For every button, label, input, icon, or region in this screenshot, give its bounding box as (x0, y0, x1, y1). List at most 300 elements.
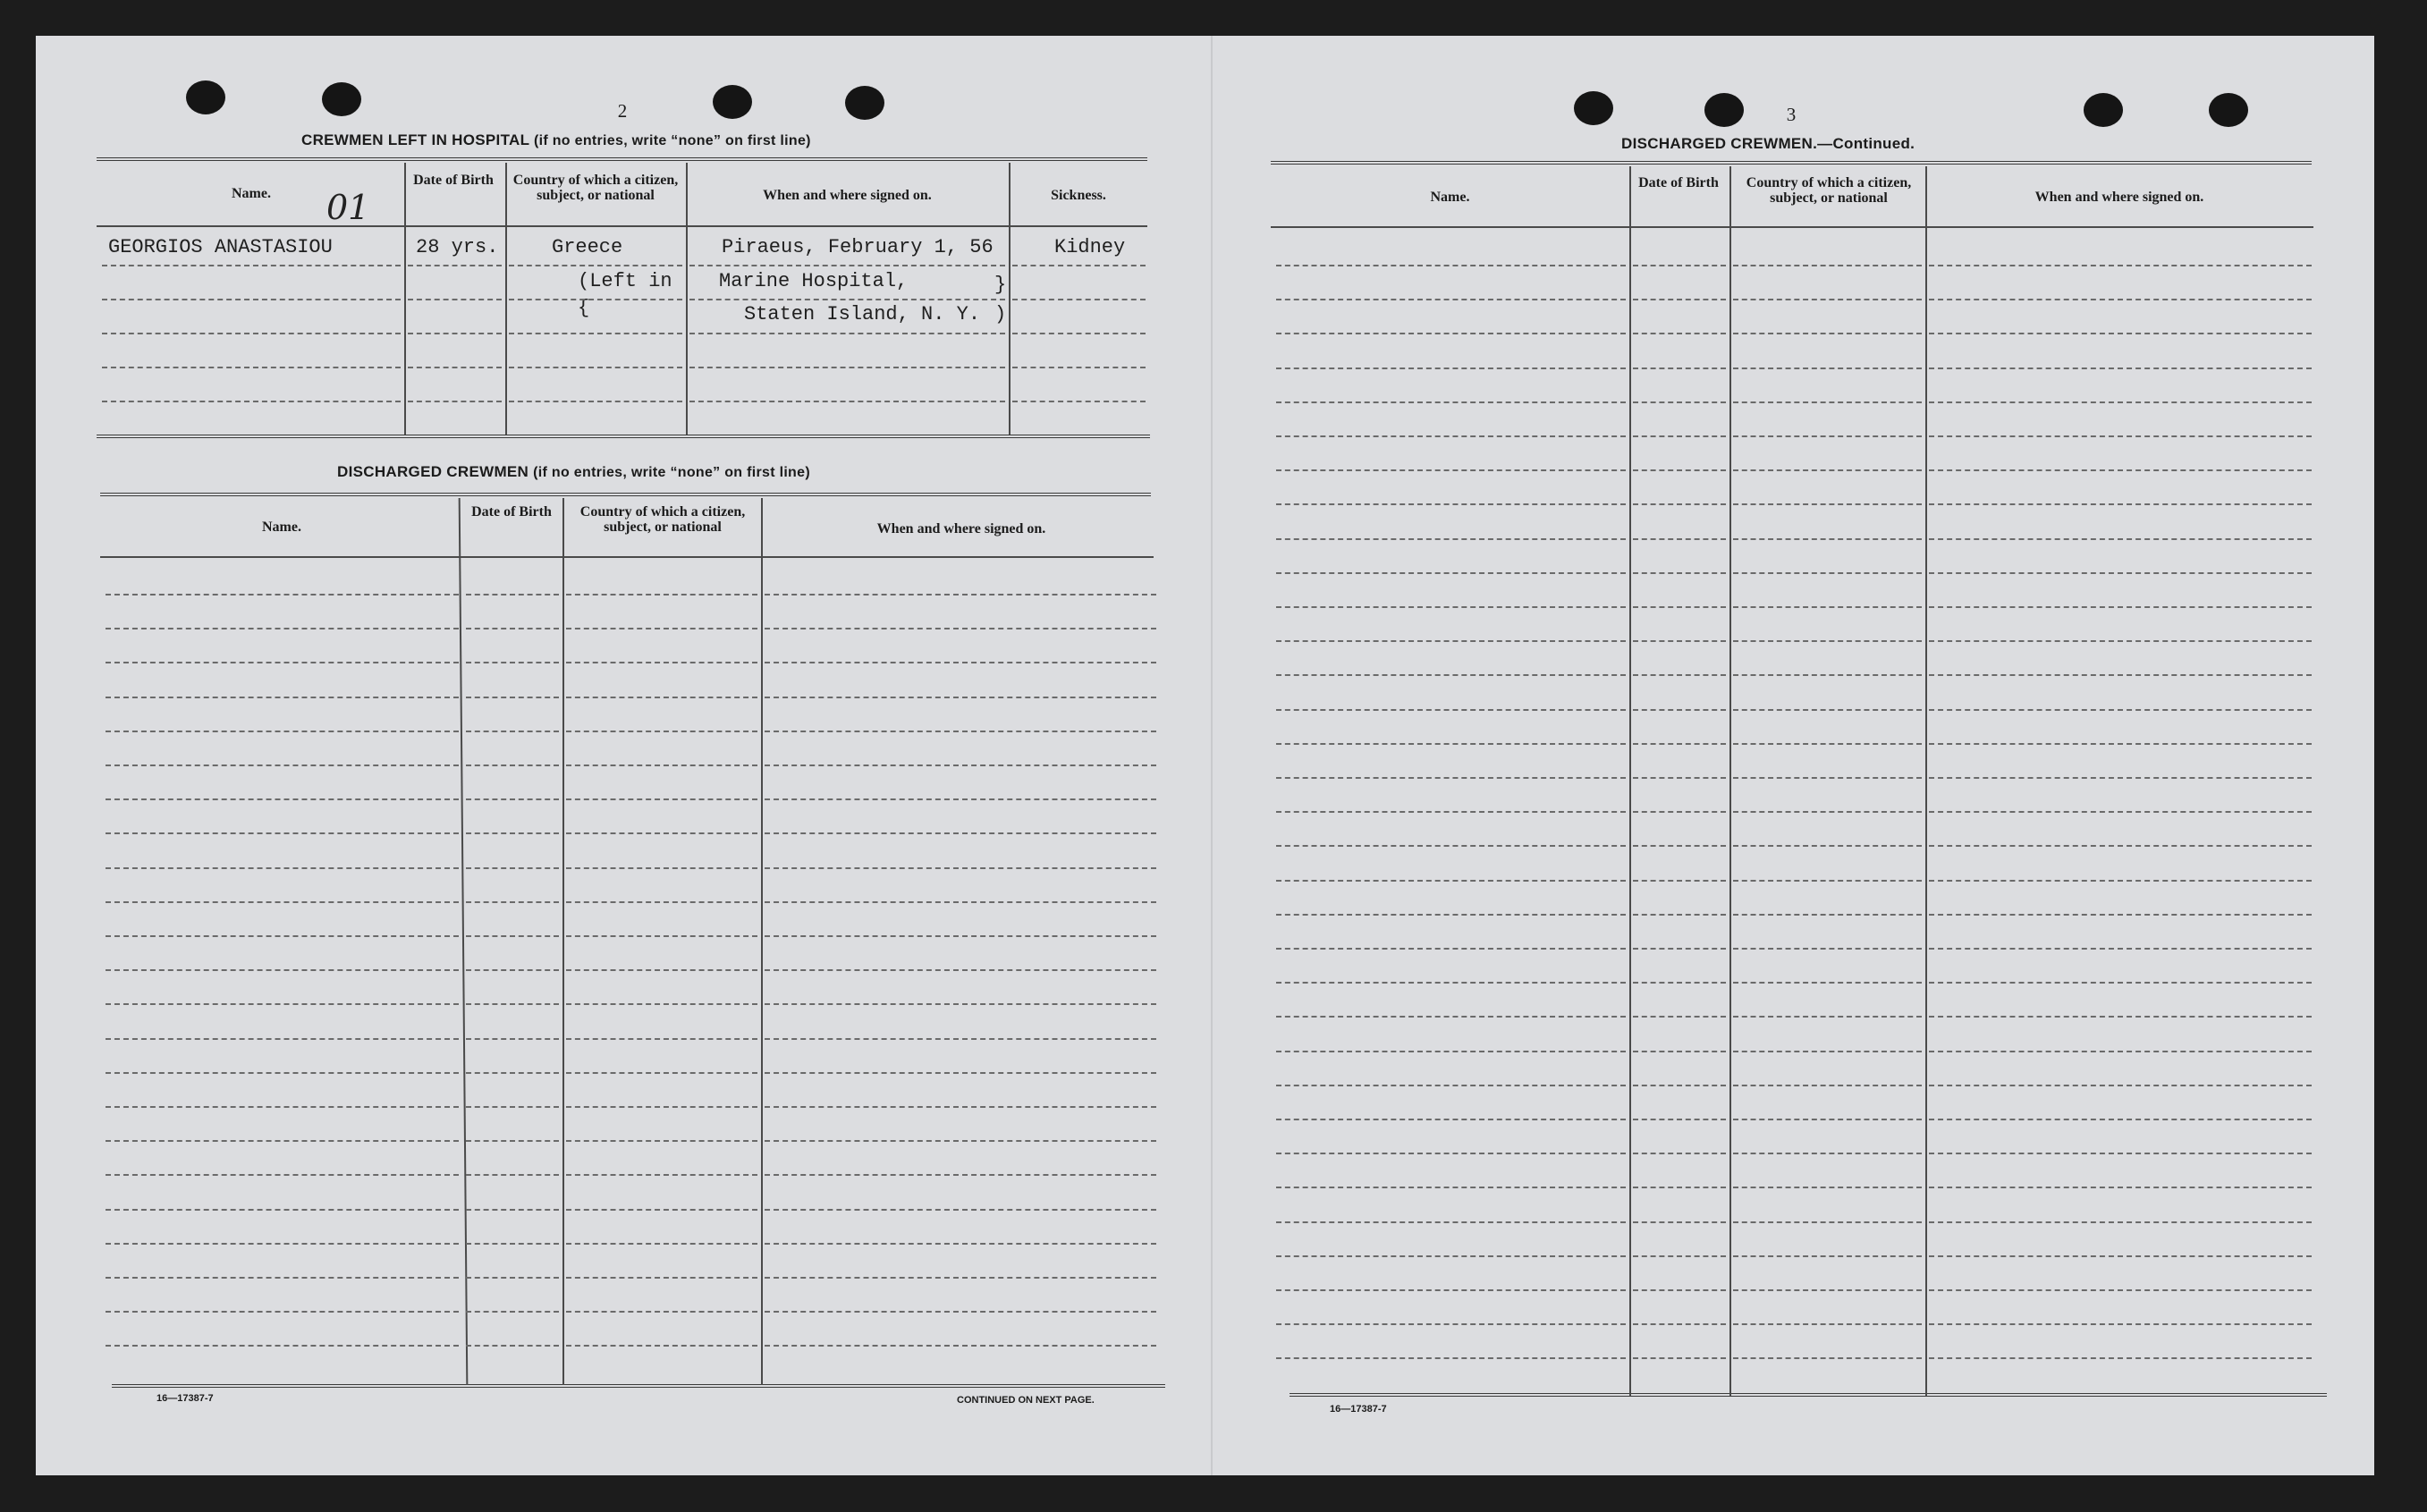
ruled-line (1733, 948, 1922, 950)
ruled-line (765, 867, 1156, 869)
ruled-line (1929, 367, 2312, 369)
ruled-line (1929, 709, 2312, 711)
ruled-line (509, 299, 682, 300)
ruled-line (765, 1003, 1156, 1005)
ruled-line (1929, 948, 2312, 950)
ruled-line (566, 731, 757, 732)
ruled-line (566, 1174, 757, 1176)
ruled-line (466, 1106, 559, 1108)
ruled-line (1633, 982, 1726, 984)
punch-hole (322, 82, 361, 116)
ruled-line (106, 1277, 459, 1279)
ruled-line (1929, 640, 2312, 642)
ruled-line (1733, 503, 1922, 505)
hospital-col-sickness: Sickness. (1051, 188, 1106, 203)
ruled-line (1929, 1289, 2312, 1291)
ruled-line (566, 764, 757, 766)
entry-signed-location: Staten Island, N. Y. (744, 303, 981, 325)
entry-name: GEORGIOS ANASTASIOU (108, 236, 333, 258)
ruled-line (765, 662, 1156, 663)
ruled-line (1633, 333, 1726, 334)
ruled-line (106, 1140, 459, 1142)
entry-signed-brace: ) (994, 303, 1007, 325)
ruled-line (408, 367, 502, 368)
ruled-line (689, 367, 1005, 368)
ruled-line (765, 1174, 1156, 1176)
ruled-line (1733, 367, 1922, 369)
discharged-header-rule (100, 556, 1154, 558)
ruled-line (765, 1072, 1156, 1074)
ruled-line (1929, 845, 2312, 847)
ruled-line (466, 1243, 559, 1245)
ruled-line (1929, 1357, 2312, 1359)
ruled-line (1929, 743, 2312, 745)
ruled-line (1929, 982, 2312, 984)
ruled-line (1733, 401, 1922, 403)
hospital-header-rule (97, 225, 1147, 227)
hospital-col-dob: Date of Birth (413, 173, 494, 188)
ruled-line (408, 299, 502, 300)
ruled-line (106, 594, 459, 596)
ruled-line (1733, 1289, 1922, 1291)
ruled-line (509, 401, 682, 402)
entry-country-note: (Left in (578, 270, 672, 292)
ruled-line (1276, 572, 1626, 574)
ruled-line (566, 1106, 757, 1108)
ruled-line (1733, 674, 1922, 676)
document-sheet (36, 36, 2374, 1475)
ruled-line (1733, 435, 1922, 437)
ruled-line (1733, 606, 1922, 608)
right-section-title: DISCHARGED CREWMEN.—Continued. (1621, 135, 1915, 152)
discharged-col-signed: When and where signed on. (876, 521, 1046, 536)
ruled-line (689, 401, 1005, 402)
discharged-top-rule (100, 493, 1151, 498)
ruled-line (466, 832, 559, 834)
ruled-line (566, 1003, 757, 1005)
entry-signed-brace: } (994, 274, 1007, 296)
ruled-line (1633, 1323, 1726, 1325)
ruled-line (1633, 709, 1726, 711)
ruled-line (1733, 1255, 1922, 1257)
ruled-line (1733, 469, 1922, 471)
ruled-line (1733, 777, 1922, 779)
ruled-line (765, 969, 1156, 971)
ruled-line (102, 265, 401, 266)
ruled-line (765, 901, 1156, 903)
ruled-line (466, 1140, 559, 1142)
ruled-line (1276, 982, 1626, 984)
entry-signed-on: Piraeus, February 1, 56 (722, 236, 994, 258)
ruled-line (1633, 1085, 1726, 1086)
ruled-line (566, 901, 757, 903)
ruled-line (1733, 333, 1922, 334)
ruled-line (566, 628, 757, 629)
ruled-line (408, 333, 502, 334)
ruled-line (1633, 1221, 1726, 1223)
ruled-line (1276, 1051, 1626, 1052)
ruled-line (765, 832, 1156, 834)
discharged-col-name: Name. (262, 519, 301, 535)
hospital-col-name: Name. (232, 186, 271, 201)
ruled-line (106, 697, 459, 698)
ruled-line (1276, 709, 1626, 711)
ruled-line (466, 901, 559, 903)
ruled-line (689, 265, 1005, 266)
ruled-line (102, 333, 401, 334)
right-col-dob: Date of Birth (1638, 175, 1719, 190)
ruled-line (1633, 914, 1726, 916)
ruled-line (509, 265, 682, 266)
ruled-line (466, 662, 559, 663)
ruled-line (466, 731, 559, 732)
ruled-line (566, 935, 757, 937)
ruled-line (566, 1345, 757, 1347)
ruled-line (1276, 1323, 1626, 1325)
ruled-line (1929, 811, 2312, 813)
ruled-line (765, 594, 1156, 596)
ruled-line (1633, 1187, 1726, 1188)
ruled-line (1276, 880, 1626, 882)
right-bottom-rule (1290, 1393, 2327, 1398)
ruled-line (106, 1311, 459, 1313)
discharged-bottom-rule (112, 1384, 1165, 1390)
ruled-line (106, 969, 459, 971)
hospital-title-text: CREWMEN LEFT IN HOSPITAL (301, 131, 529, 148)
ruled-line (1929, 538, 2312, 540)
right-col-name: Name. (1430, 190, 1470, 205)
ruled-line (566, 969, 757, 971)
ruled-line (106, 901, 459, 903)
right-col-signed: When and where signed on. (2034, 190, 2204, 205)
ruled-line (765, 935, 1156, 937)
ruled-line (106, 764, 459, 766)
ruled-line (1276, 1085, 1626, 1086)
ruled-line (466, 628, 559, 629)
ruled-line (1276, 914, 1626, 916)
ruled-line (1633, 401, 1726, 403)
ruled-line (566, 1209, 757, 1211)
ruled-line (1012, 401, 1146, 402)
ruled-line (1929, 674, 2312, 676)
ruled-line (566, 662, 757, 663)
ruled-line (1733, 538, 1922, 540)
ruled-line (1633, 1119, 1726, 1120)
right-col-divider (1629, 166, 1631, 1396)
page-fold (1211, 36, 1213, 1475)
hospital-section-title (301, 131, 811, 149)
ruled-line (566, 697, 757, 698)
ruled-line (765, 798, 1156, 800)
form-number-left: 16—17387-7 (156, 1393, 214, 1404)
hospital-col-divider (1009, 163, 1011, 435)
ruled-line (106, 628, 459, 629)
ruled-line (1929, 572, 2312, 574)
ruled-line (765, 1243, 1156, 1245)
hospital-title-instruction: (if no entries, write “none” on first line) (533, 133, 811, 148)
ruled-line (1633, 811, 1726, 813)
punch-hole (845, 86, 884, 120)
ruled-line (1633, 367, 1726, 369)
ruled-line (1929, 265, 2312, 266)
hospital-col-divider (404, 163, 406, 435)
ruled-line (466, 1003, 559, 1005)
ruled-line (466, 1072, 559, 1074)
ruled-line (1633, 469, 1726, 471)
ruled-line (106, 1106, 459, 1108)
ruled-line (1633, 1357, 1726, 1359)
ruled-line (466, 1174, 559, 1176)
ruled-line (1276, 640, 1626, 642)
ruled-line (1633, 1255, 1726, 1257)
ruled-line (1633, 948, 1726, 950)
ruled-line (1929, 401, 2312, 403)
punch-hole (713, 85, 752, 119)
ruled-line (1276, 1289, 1626, 1291)
ruled-line (106, 867, 459, 869)
ruled-line (1733, 265, 1922, 266)
ruled-line (1929, 1323, 2312, 1325)
ruled-line (102, 299, 401, 300)
entry-country-brace: { (578, 297, 590, 319)
ruled-line (1929, 1085, 2312, 1086)
ruled-line (106, 731, 459, 732)
ruled-line (765, 764, 1156, 766)
ruled-line (566, 1243, 757, 1245)
ruled-line (1929, 469, 2312, 471)
ruled-line (466, 969, 559, 971)
ruled-line (1276, 777, 1626, 779)
ruled-line (1276, 538, 1626, 540)
punch-hole (1704, 93, 1744, 127)
ruled-line (765, 1209, 1156, 1211)
form-number-right: 16—17387-7 (1330, 1404, 1387, 1415)
ruled-line (566, 1311, 757, 1313)
hospital-col-signed: When and where signed on. (763, 188, 932, 203)
ruled-line (1276, 1357, 1626, 1359)
ruled-line (566, 1140, 757, 1142)
ruled-line (106, 1345, 459, 1347)
ruled-line (1276, 743, 1626, 745)
ruled-line (1276, 333, 1626, 334)
ruled-line (1929, 880, 2312, 882)
ruled-line (106, 1243, 459, 1245)
ruled-line (1929, 299, 2312, 300)
hospital-top-rule (97, 157, 1147, 163)
hospital-bottom-rule (97, 435, 1150, 440)
ruled-line (566, 594, 757, 596)
right-col-divider (1729, 166, 1731, 1396)
right-header-rule (1271, 226, 2313, 228)
ruled-line (102, 401, 401, 402)
ruled-line (1733, 1187, 1922, 1188)
ruled-line (466, 1345, 559, 1347)
ruled-line (466, 594, 559, 596)
ruled-line (466, 1038, 559, 1040)
ruled-line (1733, 880, 1922, 882)
ruled-line (1276, 1153, 1626, 1154)
ruled-line (1633, 640, 1726, 642)
ruled-line (106, 662, 459, 663)
ruled-line (1733, 1085, 1922, 1086)
ruled-line (566, 1072, 757, 1074)
ruled-line (765, 1277, 1156, 1279)
ruled-line (1012, 367, 1146, 368)
right-col-country: Country of which a citizen, subject, or national (1746, 175, 1912, 206)
ruled-line (1633, 538, 1726, 540)
ruled-line (566, 1277, 757, 1279)
page-number-left: 2 (617, 100, 628, 122)
ruled-line (1733, 845, 1922, 847)
ruled-line (1633, 1016, 1726, 1018)
right-col-divider (1925, 166, 1927, 1396)
ruled-line (106, 798, 459, 800)
ruled-line (1929, 606, 2312, 608)
ruled-line (1733, 1357, 1922, 1359)
ruled-line (765, 1140, 1156, 1142)
ruled-line (1929, 1153, 2312, 1154)
ruled-line (765, 1311, 1156, 1313)
ruled-line (1733, 640, 1922, 642)
ruled-line (1733, 982, 1922, 984)
ruled-line (1633, 265, 1726, 266)
ruled-line (566, 832, 757, 834)
ruled-line (509, 333, 682, 334)
ruled-line (102, 367, 401, 368)
ruled-line (1276, 1016, 1626, 1018)
ruled-line (1929, 1255, 2312, 1257)
discharged-title-text: DISCHARGED CREWMEN (337, 463, 529, 480)
ruled-line (1929, 1016, 2312, 1018)
ruled-line (1733, 1119, 1922, 1120)
ruled-line (1733, 811, 1922, 813)
ruled-line (1633, 674, 1726, 676)
punch-hole (2209, 93, 2248, 127)
ruled-line (1276, 1119, 1626, 1120)
ruled-line (1733, 1051, 1922, 1052)
ruled-line (106, 1038, 459, 1040)
entry-country: Greece (552, 236, 623, 258)
ruled-line (408, 401, 502, 402)
ruled-line (106, 1174, 459, 1176)
ruled-line (1276, 811, 1626, 813)
ruled-line (1633, 606, 1726, 608)
ruled-line (689, 299, 1005, 300)
ruled-line (1733, 1323, 1922, 1325)
ruled-line (466, 697, 559, 698)
ruled-line (1733, 914, 1922, 916)
hospital-col-country: Country of which a citizen, subject, or national (512, 173, 679, 203)
ruled-line (1276, 606, 1626, 608)
ruled-line (566, 867, 757, 869)
ruled-line (466, 1311, 559, 1313)
hospital-col-divider (505, 163, 507, 435)
discharged-title-instruction: (if no entries, write “none” on first line) (533, 465, 810, 480)
ruled-line (689, 333, 1005, 334)
ruled-line (1012, 299, 1146, 300)
page-number-right: 3 (1786, 104, 1797, 125)
ruled-line (1733, 1016, 1922, 1018)
ruled-line (1276, 503, 1626, 505)
ruled-line (1929, 435, 2312, 437)
ruled-line (106, 832, 459, 834)
ruled-line (466, 764, 559, 766)
ruled-line (1733, 299, 1922, 300)
ruled-line (1733, 743, 1922, 745)
ruled-line (1012, 333, 1146, 334)
ruled-line (765, 1345, 1156, 1347)
ruled-line (509, 367, 682, 368)
ruled-line (1633, 503, 1726, 505)
ruled-line (1929, 1221, 2312, 1223)
ruled-line (1929, 503, 2312, 505)
ruled-line (466, 935, 559, 937)
ruled-line (1012, 265, 1146, 266)
ruled-line (1276, 674, 1626, 676)
discharged-section-title (337, 463, 810, 481)
ruled-line (1276, 265, 1626, 266)
discharged-col-divider (562, 498, 564, 1385)
ruled-line (408, 265, 502, 266)
ruled-line (1733, 572, 1922, 574)
ruled-line (466, 1209, 559, 1211)
ruled-line (1633, 1289, 1726, 1291)
punch-hole (1574, 91, 1613, 125)
ruled-line (765, 1106, 1156, 1108)
ruled-line (1276, 367, 1626, 369)
ruled-line (765, 697, 1156, 698)
ruled-line (566, 1038, 757, 1040)
ruled-line (1929, 1051, 2312, 1052)
ruled-line (1276, 435, 1626, 437)
ruled-line (1276, 948, 1626, 950)
ruled-line (765, 1038, 1156, 1040)
ruled-line (1733, 1221, 1922, 1223)
ruled-line (106, 935, 459, 937)
entry-sickness: Kidney (1054, 236, 1126, 258)
ruled-line (1633, 435, 1726, 437)
hospital-col-divider (686, 163, 688, 435)
ruled-line (1276, 299, 1626, 300)
ruled-line (1633, 845, 1726, 847)
ruled-line (1276, 1221, 1626, 1223)
ruled-line (1929, 333, 2312, 334)
ruled-line (1929, 1187, 2312, 1188)
ruled-line (1733, 709, 1922, 711)
ruled-line (1929, 914, 2312, 916)
ruled-line (1276, 469, 1626, 471)
ruled-line (765, 731, 1156, 732)
continued-note: CONTINUED ON NEXT PAGE. (957, 1395, 1095, 1406)
ruled-line (1276, 845, 1626, 847)
ruled-line (466, 1277, 559, 1279)
ruled-line (1276, 1187, 1626, 1188)
ruled-line (1633, 1153, 1726, 1154)
ruled-line (765, 628, 1156, 629)
handwritten-mark: 01 (326, 188, 370, 227)
ruled-line (466, 867, 559, 869)
ruled-line (1633, 572, 1726, 574)
ruled-line (466, 798, 559, 800)
discharged-col-country: Country of which a citizen, subject, or national (579, 504, 746, 535)
ruled-line (1929, 777, 2312, 779)
entry-signed-hospital: Marine Hospital, (719, 270, 909, 292)
ruled-line (106, 1209, 459, 1211)
ruled-line (1276, 401, 1626, 403)
discharged-col-divider (761, 498, 763, 1385)
ruled-line (566, 798, 757, 800)
right-top-rule (1271, 161, 2312, 166)
